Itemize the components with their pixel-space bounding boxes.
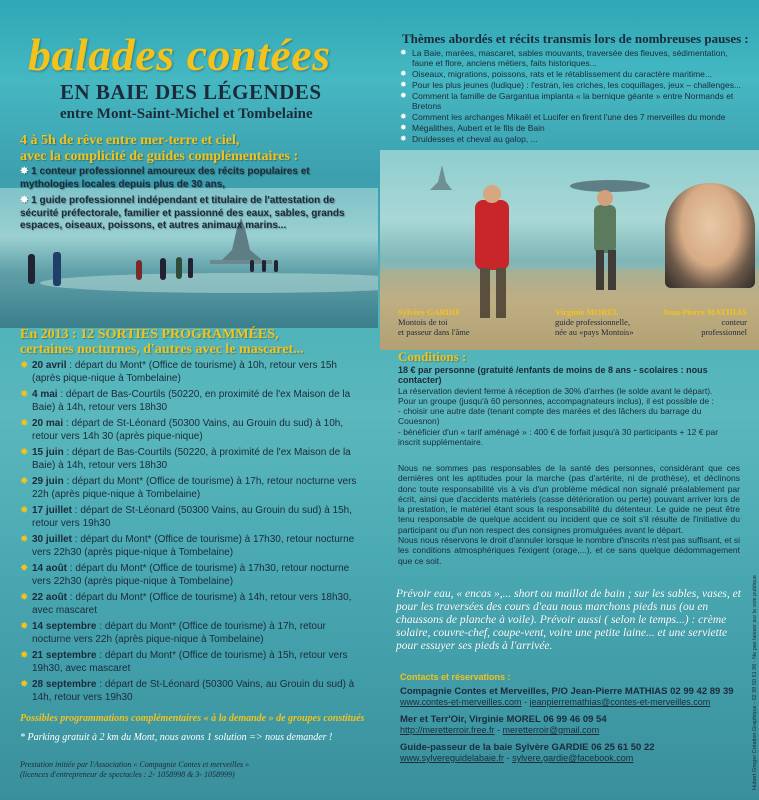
contacts-block: [400, 672, 740, 763]
caption-sylvere: [398, 307, 470, 337]
prestation-line-1: Prestation initiée par l'Association « Compagnie Contes et merveilles »: [20, 760, 250, 769]
caption-line: née au «pays Montois»: [555, 327, 634, 337]
program-text: : départ du Mont* (Office de tourisme) à 17h, retour nocturne vers 22h (après pique-nique à Tombelaine): [32, 476, 357, 500]
parking-note: * Parking gratuit à 2 km du Mont, nous avons 1 solution => nous demander !: [20, 732, 333, 743]
program-date: 20 avril: [32, 360, 67, 371]
program-text: : départ de St-Léonard (50300 Vains, au Grouin du sud) à 10h, retour vers 14h 30 (après pique-nique): [32, 418, 344, 442]
theme-text: Mégalithes, Aubert et le fils de Bain: [412, 123, 545, 133]
star-icon: ✸: [400, 48, 407, 57]
prevoir-note: Prévoir eau, « encas »,... short ou maillot de bain ; sur les sables, vases, et pour les traversées des cours d'eau nous marchons pieds nus (ou en chaussons de planche à voile). Prévoir aussi ( selon le temps...) : crème solaire, couvre-chef, coupe-vent, voire une petite laine... et une serviette pour essuyer ses pieds à l'arrivée.: [396, 588, 741, 652]
theme-item: [400, 91, 750, 111]
program-date: 22 août: [32, 592, 68, 603]
website-link[interactable]: www.contes-et-merveilles.com: [400, 697, 522, 707]
liability-text: Nous ne sommes pas responsables de la santé des personnes, considérant que ces dernières ont les aptitudes pour la marche (pas d'artérite, ni de prothèse), et déclinons donc toute responsabilité vis à vis d'un problème médical non signalé préalablement par écrit, ainsi que d'accidents matériels (casse détérioration ou perte) pouvant arriver lors de la prestation, le matériel étant sous la responsabilité du détenteur. Le guide ne peut être tenu responsable de quelque accident ou incident que ce soit s'il résulte de l'initiative du participant ou d'un non respect des consignes promulguées avant le départ.: [398, 463, 740, 535]
place-line: entre Mont-Saint-Michel et Tombelaine: [60, 106, 313, 122]
caption-name: Jean-Pierre MATHIAS: [662, 307, 747, 317]
program-item: [20, 563, 358, 588]
program-text: : départ de Bas-Courtils (50220, en proximité de l'ex Maison de la Baie) à 14h, retour vers 18h30: [32, 389, 351, 413]
price-line: 18 € par personne (gratuité /enfants de moins de 8 ans - scolaires : nous contacter): [398, 365, 708, 386]
contacts-title: Contacts et réservations :: [400, 672, 511, 682]
program-date: 29 juin: [32, 476, 64, 487]
theme-text: La Baie, marées, mascaret, sables mouvants, traversée des fleuves, sédimentation, faune et flore, anciens métiers, faits historiques...: [412, 48, 728, 68]
theme-text: Comment les archanges Mikaël et Lucifer en firent l'une des 7 merveilles du monde: [412, 112, 726, 122]
program-date: 28 septembre: [32, 679, 97, 690]
caption-name: Sylvère GARDIE: [398, 307, 461, 317]
annulation-text: Nous nous réservons le droit d'annuler lorsque le nombre d'inscrits n'est pas suffisant, et si les conditions atmosphériques l'exigent (orage,...), et ce sans quelque dédommagement que ce soit.: [398, 535, 740, 566]
contact-guide: Guide-passeur de la baie Sylvère GARDIE 06 25 61 50 22: [400, 742, 655, 753]
theme-text: Pour les plus jeunes (ludique) : l'estran, les criches, les coquillages, jeux – challenges...: [412, 80, 742, 90]
website-link[interactable]: http://meretterroir.free.fr: [400, 725, 495, 735]
program-item: [20, 621, 358, 646]
star-icon: ✸: [20, 166, 29, 177]
choice-line: - choisir une autre date (tenant compte des marées et des lâchers du barrage du Couesnon): [398, 406, 702, 427]
reservation-line: La réservation devient ferme à réception de 30% d'arrhes (le solde avant le départ).: [398, 385, 713, 396]
star-icon: ✸: [20, 534, 29, 545]
email-link[interactable]: meretterroir@gmail.com: [502, 725, 600, 735]
possibles-note: Possibles programmations complémentaires « à la demande » de groupes constitués: [20, 713, 365, 724]
program-date: 14 août: [32, 563, 68, 574]
star-icon: ✸: [400, 80, 407, 89]
program-date: 14 septembre: [32, 621, 97, 632]
prestation-note: [20, 760, 320, 780]
theme-text: Oiseaux, migrations, poissons, rats et le rétablissement du caractère maritime...: [412, 69, 712, 79]
email-link[interactable]: jeanpierremathias@contes-et-merveilles.com: [529, 697, 711, 707]
brochure-title: balades contées: [28, 29, 331, 80]
program-date: 15 juin: [32, 447, 64, 458]
program-text: : départ de Bas-Courtils (50220, à proximité de l'ex Maison de la Baie) à 14h, retour vers 18h30: [32, 447, 351, 471]
conditions-title: Conditions :: [398, 349, 467, 364]
liability-block: [398, 463, 740, 566]
guide-1: [20, 166, 345, 191]
themes-title: Thèmes abordés et récits transmis lors de nombreuses pauses :: [402, 31, 749, 46]
program-item: [20, 476, 358, 501]
star-icon: ✸: [20, 592, 29, 603]
caption-jean-pierre: [652, 307, 747, 337]
theme-item: [400, 112, 750, 122]
program-date: 4 mai: [32, 389, 58, 400]
program-item: [20, 505, 358, 530]
star-icon: ✸: [20, 447, 29, 458]
contact-guide-links: www.sylvereguidelabaie.fr - sylvere.gardie@facebook.com: [400, 753, 634, 763]
program-item: [20, 389, 358, 414]
program-text: : départ du Mont* (Office de tourisme) à 15h, retour vers 19h30, avec mascaret: [32, 650, 348, 674]
intro-line-2: avec la complicité de guides complémentaires :: [20, 149, 299, 164]
star-icon: ✸: [20, 195, 29, 206]
star-icon: ✸: [20, 621, 29, 632]
vertical-credit: Hubert Greger Création Graphique - 02 99 50 51 96 - Ne pas laisser sur la voie publique: [752, 575, 758, 790]
program-item: [20, 679, 358, 704]
theme-item: [400, 134, 750, 144]
caption-line: conteur: [721, 317, 747, 327]
star-icon: ✸: [20, 418, 29, 429]
star-icon: ✸: [20, 360, 29, 371]
program-item: [20, 534, 358, 559]
star-icon: ✸: [20, 563, 29, 574]
program-list: [20, 360, 358, 708]
contact-mer-terroir: Mer et Terr'Oir, Virginie MOREL 06 99 46 09 54: [400, 714, 607, 725]
intro-block: [20, 133, 345, 233]
caption-name: Virginie MOREL: [555, 307, 619, 317]
themes-list: [400, 48, 750, 145]
prestation-line-2: (licences d'entrepreneur de spectacles : 2- 1058998 & 3- 1058999): [20, 770, 235, 779]
theme-item: [400, 123, 750, 133]
program-text: : départ du Mont* (Office de tourisme) à 17h30, retour nocturne vers 22h30 (après pique-nique à Tombelaine): [32, 534, 355, 558]
caption-virginie: [555, 307, 634, 337]
brochure-subtitle: EN BAIE DES LÉGENDES: [60, 80, 322, 104]
program-text: : départ du Mont* (Office de tourisme) à 14h, retour vers 18h30, avec mascaret: [32, 592, 352, 616]
star-icon: ✸: [20, 476, 29, 487]
guide-2: [20, 195, 345, 233]
theme-item: [400, 80, 750, 90]
contact-compagnie: Compagnie Contes et Merveilles, P/O Jean-Pierre MATHIAS 02 99 42 89 39: [400, 686, 734, 697]
star-icon: ✸: [400, 134, 407, 143]
star-icon: ✸: [400, 123, 407, 132]
program-text: : départ du Mont* (Office de tourisme) à 17h, retour nocturne vers 22h (après pique-nique à Tombelaine): [32, 621, 326, 645]
theme-text: Druidesses et cheval au galop, ...: [412, 134, 538, 144]
program-item: [20, 447, 358, 472]
program-date: 20 mai: [32, 418, 64, 429]
program-item: [20, 650, 358, 675]
star-icon: ✸: [20, 650, 29, 661]
facebook-link[interactable]: sylvere.gardie@facebook.com: [512, 753, 634, 763]
intro-line-1: 4 à 5h de rêve entre mer-terre et ciel,: [20, 133, 240, 148]
program-date: 21 septembre: [32, 650, 97, 661]
star-icon: ✸: [20, 505, 29, 516]
jean-pierre-mathias-portrait: [665, 183, 755, 288]
sorties-line-1: En 2013 : 12 SORTIES PROGRAMMÉES,: [20, 327, 279, 342]
guide-2-text: 1 guide professionnel indépendant et titulaire de l'attestation de sécurité préfectorale, familier et passionné des eaux, sables, grands espaces, oiseaux, poissons, et autres animaux marins...: [20, 195, 345, 231]
star-icon: ✸: [20, 389, 29, 400]
star-icon: ✸: [20, 679, 29, 690]
star-icon: ✸: [400, 91, 407, 100]
group-line: Pour un groupe (jusqu'à 60 personnes, accompagnateurs inclus), il est possible de :: [398, 395, 714, 406]
sorties-heading: [20, 327, 355, 357]
theme-item: [400, 69, 750, 79]
conditions-block: [398, 365, 740, 447]
program-text: : départ de St-Léonard (50300 Vains, au Grouin du sud) à 14h, retour vers 19h30: [32, 679, 355, 703]
caption-line: et passeur dans l'âme: [398, 327, 470, 337]
contact-mer-terroir-links: http://meretterroir.free.fr - meretterroir@gmail.com: [400, 725, 600, 735]
contact-compagnie-links: www.contes-et-merveilles.com - jeanpierremathias@contes-et-merveilles.com: [400, 697, 711, 707]
program-text: : départ de St-Léonard (50300 Vains, au Grouin du sud) à 15h, retour vers 19h30: [32, 505, 353, 529]
website-link[interactable]: www.sylvereguidelabaie.fr: [400, 753, 505, 763]
star-icon: ✸: [400, 112, 407, 121]
program-date: 30 juillet: [32, 534, 73, 545]
tarif-line: - bénéficier d'un « tarif aménagé » : 400 € de forfait jusqu'à 30 participants + 12 € par inscrit supplémentaire.: [398, 426, 719, 448]
program-date: 17 juillet: [32, 505, 73, 516]
program-item: [20, 360, 358, 385]
program-item: [20, 592, 358, 617]
caption-line: professionnel: [701, 327, 747, 337]
star-icon: ✸: [400, 69, 407, 78]
program-text: : départ du Mont* (Office de tourisme) à 17h30, retour nocturne vers 22h30 (après pique-nique à Tombelaine): [32, 563, 350, 587]
caption-line: Montois de toi: [398, 317, 448, 327]
program-text: : départ du Mont* (Office de tourisme) à 10h, retour vers 15h (après pique-nique à Tombelaine): [32, 360, 337, 384]
theme-item: [400, 48, 750, 68]
caption-line: guide professionnelle,: [555, 317, 631, 327]
theme-text: Comment la famille de Gargantua implanta « la bernique géante » entre Normands et Bretons: [412, 91, 734, 111]
program-item: [20, 418, 358, 443]
guide-1-text: 1 conteur professionnel amoureux des récits populaires et mythologies locales depuis plus de 30 ans,: [20, 166, 310, 190]
sorties-line-2: certaines nocturnes, d'autres avec le mascaret...: [20, 342, 304, 357]
